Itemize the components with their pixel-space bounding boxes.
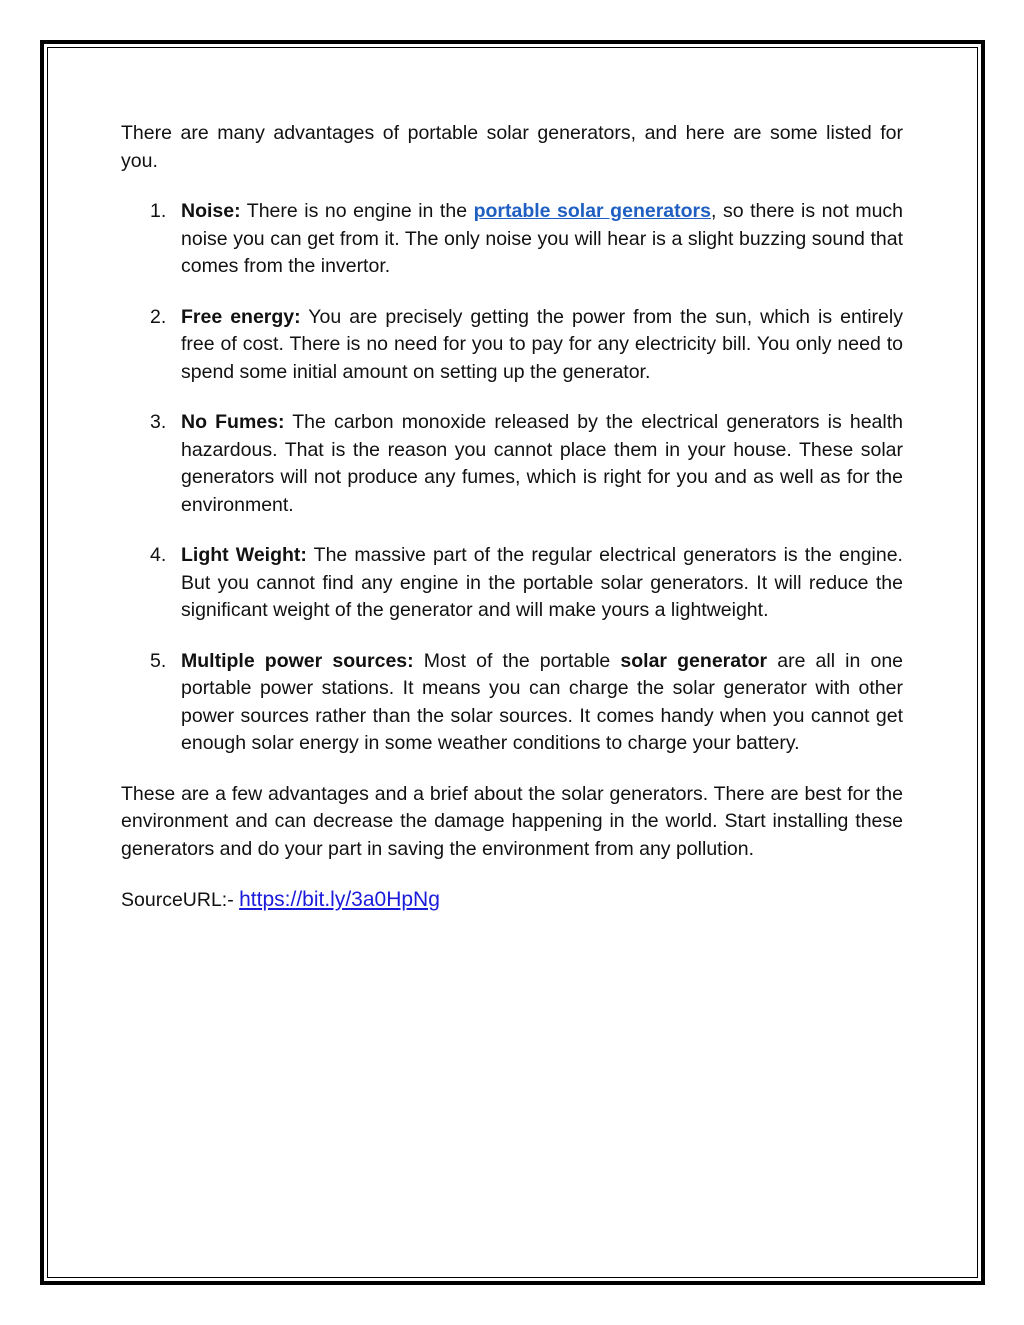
source-line (121, 886, 903, 915)
list-item-number: 5. (150, 649, 167, 672)
list-item-text: There is no engine in the (240, 200, 474, 222)
list-item-text: are all in one portable power stations. It means you can charge the solar generator with other power sources rather than the solar sources. It comes handy when you cannot get enough solar energy in some weather conditions to charge your battery. (181, 649, 904, 754)
conclusion-paragraph: These are a few advantages and a brief about the solar generators. There are best for the environment and can decrease the damage happening in the world. Start installing these generators and do your part in saving the environment from any pollution. (121, 782, 903, 860)
source-label: SourceURL:- (121, 889, 240, 911)
list-item-free-energy (121, 304, 903, 387)
list-item-text: The carbon monoxide released by the electrical generators is health hazardous. That is the reason you cannot place them in your house. These solar generators will not produce any fumes, which is right for you and as well as for the environment. (181, 411, 903, 516)
list-item-title: Noise: (181, 200, 241, 222)
list-item-text: Most of the portable (413, 649, 621, 672)
list-item-no-fumes (121, 409, 903, 519)
list-item-text: , so there is not much noise you can get from it. The only noise you will hear is a slight buzzing sound that comes from the invertor. (181, 200, 904, 277)
list-item-text: The massive part of the regular electrical generators is the engine. But you cannot find any engine in the portable solar generators. It will reduce the significant weight of the generator and will make yours a lightweight. (181, 544, 903, 621)
source-url-link[interactable]: https://bit.ly/3a0HpNg (239, 888, 440, 911)
list-item-title: Multiple power sources: (181, 649, 414, 672)
intro-paragraph: There are many advantages of portable solar generators, and here are some listed for you. (121, 122, 903, 172)
solar-generator-bold-text: solar generator (620, 649, 768, 672)
list-item-number: 4. (150, 544, 167, 566)
list-item-number: 1. (150, 200, 167, 222)
list-item-number: 2. (150, 305, 167, 328)
list-item-text: You are precisely getting the power from the sun, which is entirely free of cost. There is no need for you to pay for any electricity bill. You only need to spend some initial amount on setting up the generator. (181, 305, 903, 383)
list-item-light-weight (121, 542, 903, 625)
list-item-title: No Fumes: (181, 411, 285, 433)
list-item-title: Free energy: (181, 305, 301, 328)
advantages-list (121, 198, 903, 758)
list-item-number: 3. (150, 411, 167, 433)
list-item-multiple-power-sources (121, 648, 903, 758)
portable-solar-generators-link[interactable]: portable solar generators (473, 200, 711, 222)
list-item-title: Light Weight: (181, 544, 307, 566)
list-item-noise (121, 198, 903, 281)
document-body (121, 120, 903, 915)
